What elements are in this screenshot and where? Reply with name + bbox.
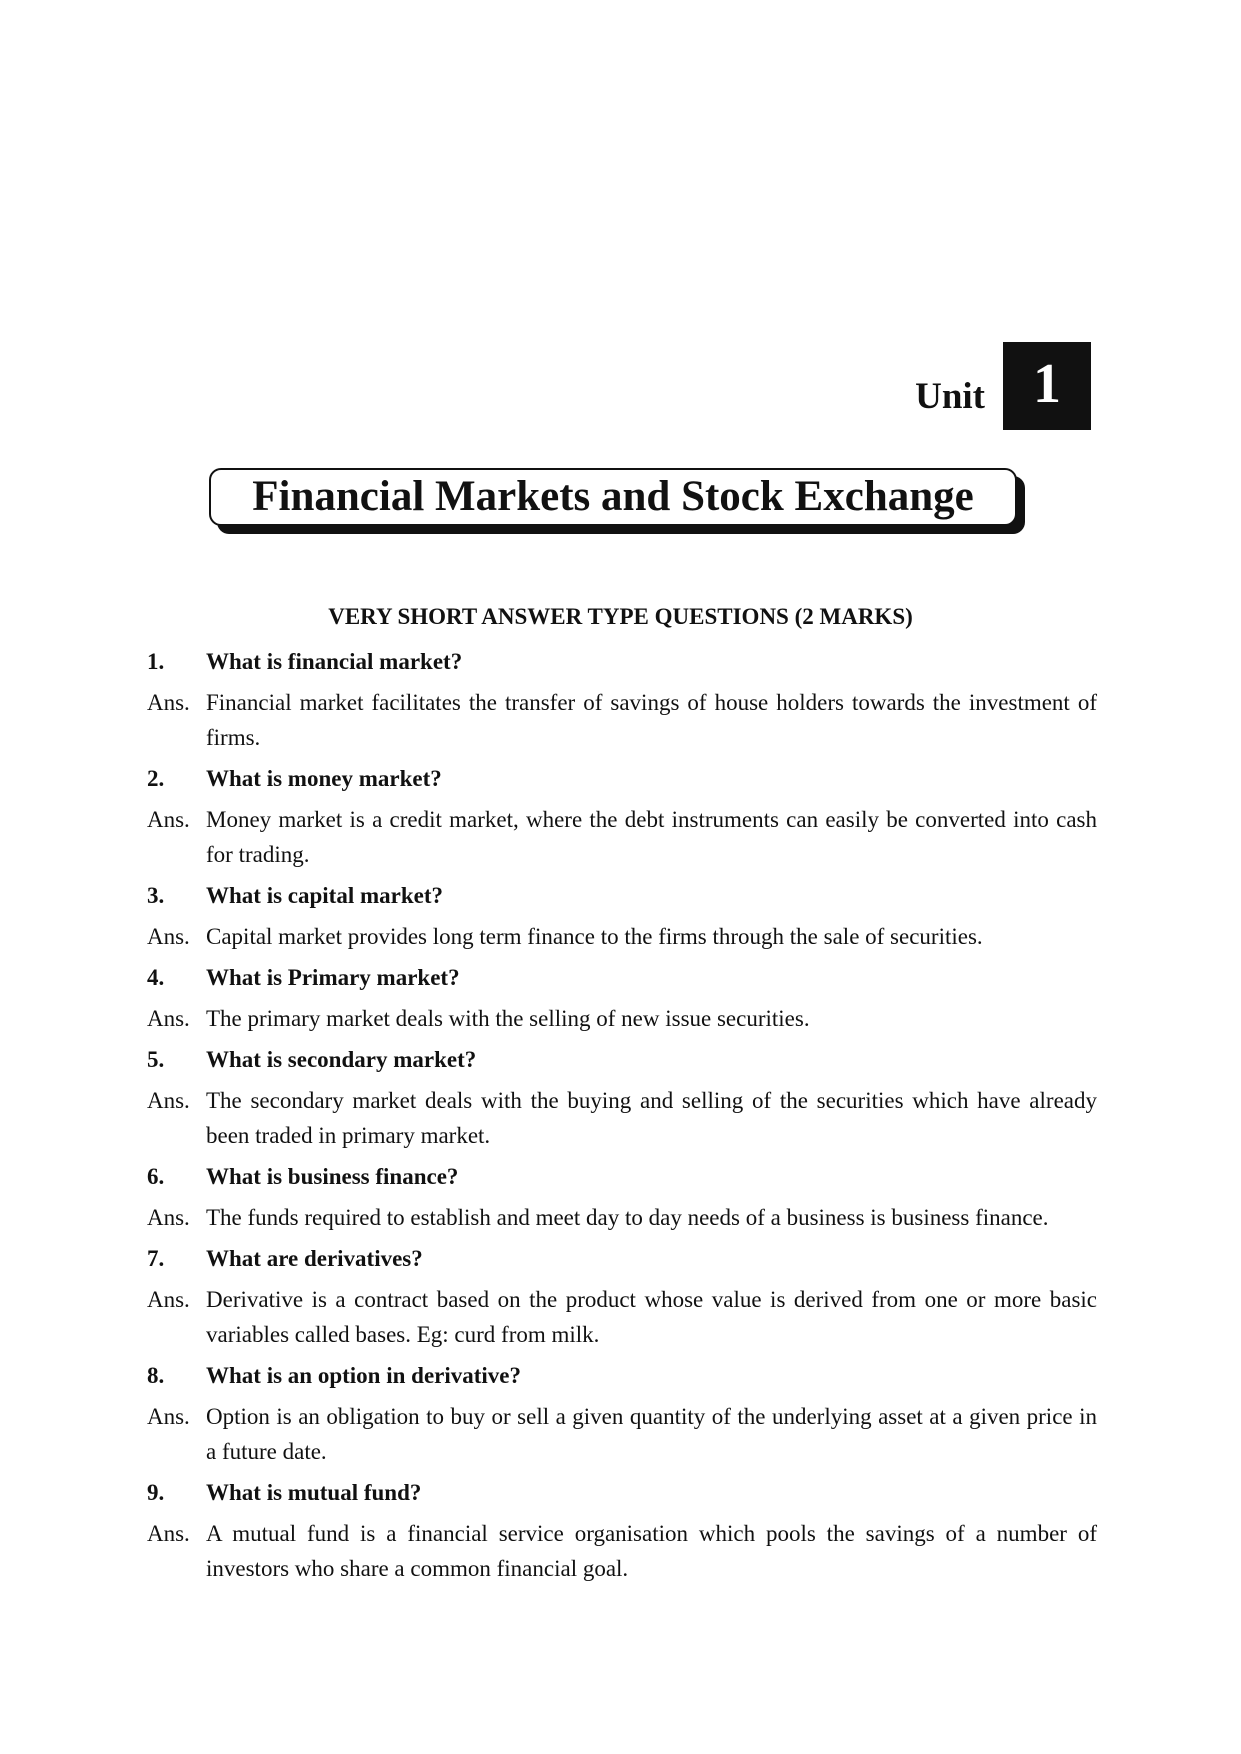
question-number: 4.: [147, 965, 165, 990]
answer-row: [147, 685, 1097, 755]
question-row: [147, 1241, 1097, 1276]
question-text: What is business finance?: [206, 1164, 459, 1189]
answer-row: [147, 1516, 1097, 1586]
chapter-title-frame: [209, 468, 1021, 526]
question-row: [147, 1358, 1097, 1393]
answer-prefix: Ans.: [147, 1088, 190, 1113]
answer-text: The funds required to establish and meet day to day needs of a business is business finance.: [206, 1205, 1049, 1230]
section-heading: VERY SHORT ANSWER TYPE QUESTIONS (2 MARKS): [328, 604, 913, 629]
answer-prefix: Ans.: [147, 1006, 190, 1031]
answer-text: Option is an obligation to buy or sell a given quantity of the underlying asset at a given price in a future date.: [206, 1404, 1097, 1464]
answer-text: Derivative is a contract based on the product whose value is derived from one or more basic variables called bases. Eg: curd from milk.: [206, 1287, 1097, 1347]
answer-prefix: Ans.: [147, 1205, 190, 1230]
unit-number-badge: 1: [1003, 342, 1091, 430]
question-text: What is financial market?: [206, 649, 463, 674]
chapter-title: Financial Markets and Stock Exchange: [209, 468, 1017, 526]
answer-text: Capital market provides long term finance to the firms through the sale of securities.: [206, 924, 983, 949]
question-number: 7.: [147, 1246, 165, 1271]
question-number: 3.: [147, 883, 165, 908]
question-text: What is mutual fund?: [206, 1480, 422, 1505]
answer-text: A mutual fund is a financial service organisation which pools the savings of a number of investors who share a common financial goal.: [206, 1521, 1097, 1581]
answer-row: [147, 1001, 1097, 1036]
question-row: [147, 761, 1097, 796]
question-text: What is money market?: [206, 766, 442, 791]
answer-text: The primary market deals with the selling of new issue securities.: [206, 1006, 810, 1031]
answer-text: Financial market facilitates the transfer of savings of house holders towards the investment of firms.: [206, 690, 1097, 750]
question-number: 6.: [147, 1164, 165, 1189]
answer-prefix: Ans.: [147, 1287, 190, 1312]
unit-header: [0, 342, 1241, 432]
answer-row: [147, 802, 1097, 872]
question-number: 1.: [147, 649, 165, 674]
answer-row: [147, 919, 1097, 954]
question-text: What is secondary market?: [206, 1047, 477, 1072]
question-row: [147, 1475, 1097, 1510]
answer-row: [147, 1282, 1097, 1352]
question-row: [147, 878, 1097, 913]
question-row: [147, 1159, 1097, 1194]
answer-prefix: Ans.: [147, 690, 190, 715]
unit-label: Unit: [915, 376, 985, 417]
question-text: What is capital market?: [206, 883, 444, 908]
answer-prefix: Ans.: [147, 1521, 190, 1546]
question-row: [147, 960, 1097, 995]
question-text: What is an option in derivative?: [206, 1363, 522, 1388]
question-number: 9.: [147, 1480, 165, 1505]
answer-prefix: Ans.: [147, 924, 190, 949]
question-number: 8.: [147, 1363, 165, 1388]
answer-prefix: Ans.: [147, 807, 190, 832]
question-row: [147, 644, 1097, 679]
question-text: What are derivatives?: [206, 1246, 423, 1271]
answer-row: [147, 1083, 1097, 1153]
question-row: [147, 1042, 1097, 1077]
question-number: 5.: [147, 1047, 165, 1072]
answer-prefix: Ans.: [147, 1404, 190, 1429]
question-number: 2.: [147, 766, 165, 791]
answer-text: The secondary market deals with the buying and selling of the securities which have already been traded in primary market.: [206, 1088, 1097, 1148]
question-list: [147, 644, 1097, 1592]
answer-text: Money market is a credit market, where the debt instruments can easily be converted into cash for trading.: [206, 807, 1097, 867]
answer-row: [147, 1399, 1097, 1469]
question-text: What is Primary market?: [206, 965, 460, 990]
answer-row: [147, 1200, 1097, 1235]
